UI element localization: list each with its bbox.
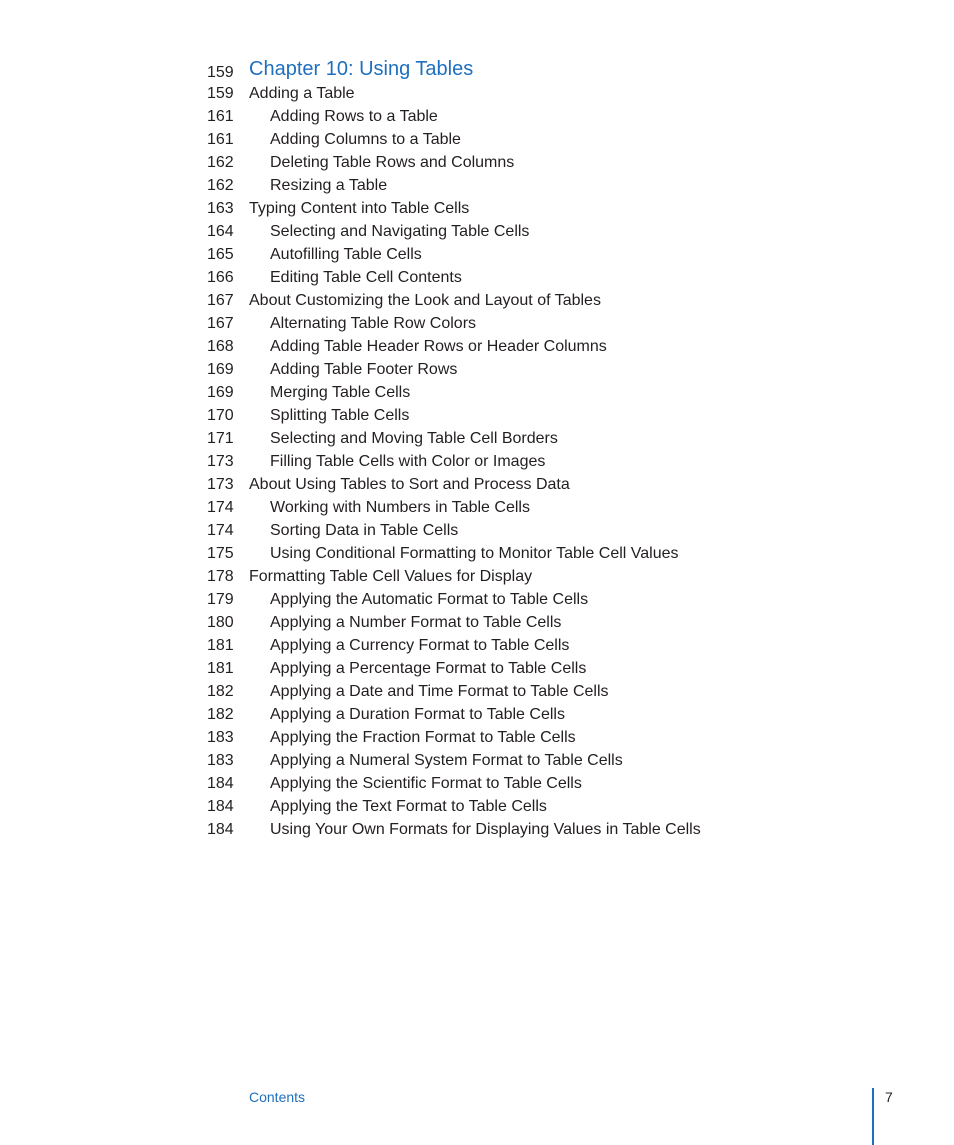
toc-entry[interactable] — [0, 336, 954, 359]
toc-entry-page-number: 169 — [207, 384, 234, 401]
toc-entry-page-number: 167 — [207, 315, 234, 332]
toc-entry-title[interactable]: Merging Table Cells — [270, 384, 411, 401]
toc-entry[interactable] — [0, 727, 954, 750]
toc-entry-page-number: 173 — [207, 476, 234, 493]
chapter-heading-row[interactable] — [0, 58, 954, 83]
toc-entry[interactable] — [0, 152, 954, 175]
toc-entry-title[interactable]: Applying the Text Format to Table Cells — [270, 798, 547, 815]
toc-entry-title[interactable]: Applying a Numeral System Format to Table Cells — [270, 752, 623, 769]
toc-entry-list — [0, 83, 954, 842]
toc-entry-page-number: 162 — [207, 177, 234, 194]
toc-entry[interactable] — [0, 267, 954, 290]
chapter-page-number: 159 — [207, 64, 234, 81]
toc-entry[interactable] — [0, 382, 954, 405]
toc-entry-title[interactable]: Sorting Data in Table Cells — [270, 522, 459, 539]
toc-entry[interactable] — [0, 750, 954, 773]
toc-entry-title[interactable]: Applying the Fraction Format to Table Cells — [270, 729, 576, 746]
toc-entry[interactable] — [0, 658, 954, 681]
toc-entry[interactable] — [0, 543, 954, 566]
toc-entry-title[interactable]: Resizing a Table — [270, 177, 388, 194]
toc-entry[interactable] — [0, 359, 954, 382]
toc-entry[interactable] — [0, 106, 954, 129]
toc-entry-page-number: 171 — [207, 430, 234, 447]
toc-entry-title[interactable]: Applying a Number Format to Table Cells — [270, 614, 562, 631]
toc-entry-title[interactable]: Adding a Table — [249, 85, 355, 102]
toc-entry-title[interactable]: Typing Content into Table Cells — [249, 200, 470, 217]
toc-entry-page-number: 174 — [207, 522, 234, 539]
toc-entry-page-number: 178 — [207, 568, 234, 585]
toc-entry-title[interactable]: Using Conditional Formatting to Monitor Table Cell Values — [270, 545, 679, 562]
toc-entry-title[interactable]: Applying a Date and Time Format to Table Cells — [270, 683, 609, 700]
toc-entry-title[interactable]: Working with Numbers in Table Cells — [270, 499, 530, 516]
footer-page-number: 7 — [885, 1089, 893, 1105]
toc-entry[interactable] — [0, 773, 954, 796]
toc-entry-title[interactable]: Filling Table Cells with Color or Images — [270, 453, 546, 470]
toc-entry-title[interactable]: Formatting Table Cell Values for Display — [249, 568, 533, 585]
toc-entry-page-number: 180 — [207, 614, 234, 631]
toc-entry-title[interactable]: Applying a Duration Format to Table Cells — [270, 706, 565, 723]
toc-entry[interactable] — [0, 83, 954, 106]
toc-entry-title[interactable]: Deleting Table Rows and Columns — [270, 154, 515, 171]
toc-entry[interactable] — [0, 405, 954, 428]
toc-entry[interactable] — [0, 497, 954, 520]
toc-entry[interactable] — [0, 681, 954, 704]
toc-entry[interactable] — [0, 612, 954, 635]
footer-section-label[interactable]: Contents — [249, 1089, 306, 1105]
toc-entry[interactable] — [0, 520, 954, 543]
footer-divider — [872, 1088, 874, 1145]
toc-entry-page-number: 179 — [207, 591, 234, 608]
toc-entry-title[interactable]: About Customizing the Look and Layout of Tables — [249, 292, 601, 309]
toc-entry-title[interactable]: Applying a Currency Format to Table Cells — [270, 637, 570, 654]
toc-entry-title[interactable]: Editing Table Cell Contents — [270, 269, 462, 286]
toc-entry-page-number: 183 — [207, 752, 234, 769]
toc-entry[interactable] — [0, 290, 954, 313]
toc-entry-title[interactable]: Autofilling Table Cells — [270, 246, 422, 263]
toc-entry-page-number: 159 — [207, 85, 234, 102]
toc-entry-title[interactable]: Splitting Table Cells — [270, 407, 410, 424]
toc-entry-title[interactable]: Selecting and Navigating Table Cells — [270, 223, 530, 240]
toc-entry-page-number: 184 — [207, 821, 234, 838]
toc-entry-page-number: 184 — [207, 775, 234, 792]
toc-entry-page-number: 164 — [207, 223, 234, 240]
toc-entry[interactable] — [0, 819, 954, 842]
toc-entry-page-number: 173 — [207, 453, 234, 470]
toc-entry-page-number: 166 — [207, 269, 234, 286]
toc-entry-page-number: 163 — [207, 200, 234, 217]
toc-entry[interactable] — [0, 796, 954, 819]
chapter-title[interactable]: Chapter 10: Using Tables — [249, 58, 474, 80]
toc-entry[interactable] — [0, 635, 954, 658]
toc-entry-page-number: 170 — [207, 407, 234, 424]
toc-entry[interactable] — [0, 474, 954, 497]
toc-entry-page-number: 181 — [207, 637, 234, 654]
toc-entry-title[interactable]: Adding Table Footer Rows — [270, 361, 458, 378]
toc-entry-page-number: 167 — [207, 292, 234, 309]
toc-entry-title[interactable]: Applying the Automatic Format to Table Cells — [270, 591, 589, 608]
toc-entry-page-number: 174 — [207, 499, 234, 516]
toc-entry-page-number: 162 — [207, 154, 234, 171]
toc-entry-page-number: 169 — [207, 361, 234, 378]
toc-entry-page-number: 161 — [207, 108, 234, 125]
toc-entry-page-number: 183 — [207, 729, 234, 746]
toc-entry[interactable] — [0, 428, 954, 451]
toc-entry-page-number: 182 — [207, 706, 234, 723]
toc-entry-title[interactable]: Applying the Scientific Format to Table Cells — [270, 775, 582, 792]
toc-entry-page-number: 165 — [207, 246, 234, 263]
toc-entry-title[interactable]: About Using Tables to Sort and Process Data — [249, 476, 570, 493]
toc-entry-title[interactable]: Alternating Table Row Colors — [270, 315, 477, 332]
toc-entry[interactable] — [0, 175, 954, 198]
toc-entry[interactable] — [0, 129, 954, 152]
toc-entry-title[interactable]: Using Your Own Formats for Displaying Values in Table Cells — [270, 821, 701, 838]
toc-entry-page-number: 161 — [207, 131, 234, 148]
toc-entry-page-number: 184 — [207, 798, 234, 815]
toc-entry-title[interactable]: Adding Rows to a Table — [270, 108, 438, 125]
toc-entry[interactable] — [0, 566, 954, 589]
toc-entry-page-number: 182 — [207, 683, 234, 700]
toc-entry-page-number: 175 — [207, 545, 234, 562]
toc-entry-title[interactable]: Adding Columns to a Table — [270, 131, 461, 148]
table-of-contents — [0, 58, 954, 842]
toc-entry[interactable] — [0, 198, 954, 221]
toc-entry[interactable] — [0, 451, 954, 474]
toc-entry[interactable] — [0, 244, 954, 267]
toc-entry-page-number: 181 — [207, 660, 234, 677]
toc-entry[interactable] — [0, 221, 954, 244]
toc-entry-title[interactable]: Adding Table Header Rows or Header Columns — [270, 338, 607, 355]
toc-entry[interactable] — [0, 704, 954, 727]
toc-entry[interactable] — [0, 589, 954, 612]
toc-entry-title[interactable]: Applying a Percentage Format to Table Cells — [270, 660, 587, 677]
toc-entry[interactable] — [0, 313, 954, 336]
toc-entry-title[interactable]: Selecting and Moving Table Cell Borders — [270, 430, 558, 447]
toc-entry-page-number: 168 — [207, 338, 234, 355]
